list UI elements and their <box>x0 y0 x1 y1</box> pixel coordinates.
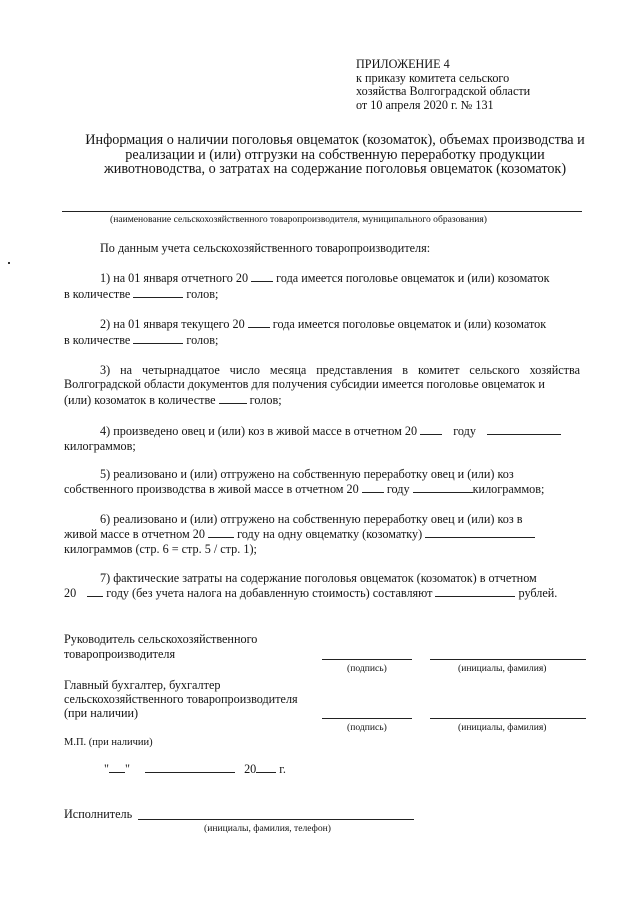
head-label: Руководитель сельскохозяйственного <box>64 632 258 646</box>
date-suffix: г. <box>279 762 286 776</box>
executor-line[interactable] <box>138 819 414 820</box>
head-label: товаропроизводителя <box>64 647 176 661</box>
item-6-text: живой массе в отчетном 20 <box>64 527 205 541</box>
intro-text: По данным учета сельскохозяйственного товаропроизводителя: <box>100 241 431 255</box>
item-5-text: 5) реализовано и (или) отгружено на собственную переработку овец и (или) коз <box>100 467 514 481</box>
head-name-line[interactable] <box>430 659 586 660</box>
item-7-cont <box>64 586 557 600</box>
year-field-1[interactable] <box>251 271 273 282</box>
item-1-text: 1) на 01 января отчетного 20 <box>100 271 249 285</box>
item-1-text: в количестве <box>64 287 131 301</box>
item-5-text: килограммов; <box>472 482 545 496</box>
executor-caption: (инициалы, фамилия, телефон) <box>204 823 332 834</box>
item-4 <box>100 424 561 438</box>
item-7-text: 7) фактические затраты на содержание поголовья овцематок (козоматок) в отчетном <box>100 571 537 585</box>
day-field[interactable] <box>109 762 125 773</box>
appendix-line: хозяйства Волгоградской области <box>356 84 531 98</box>
appendix-block <box>356 58 616 112</box>
producer-caption: (наименование сельскохозяйственного товаропроизводителя, муниципального образования) <box>110 214 487 225</box>
signature-caption: (подпись) <box>347 722 387 733</box>
accountant-label: (при наличии) <box>64 706 139 720</box>
document-title: Информация о наличии поголовья овцематок (козоматок), объемах производства и реализации и (или) отгрузки на собственную переработку продукции животноводства, о затратах на содержание поголовья овцематок (козоматок) <box>85 132 585 177</box>
item-6-cont <box>64 527 535 541</box>
item-2 <box>100 317 546 331</box>
year-field-5[interactable] <box>362 482 384 493</box>
item-1-text: голов; <box>186 287 219 301</box>
appendix-line: к приказу комитета сельского <box>356 70 510 85</box>
accountant-label: Главный бухгалтер, бухгалтер <box>64 678 221 692</box>
item-3-text: (или) козоматок в количестве <box>64 393 216 407</box>
date-quote: " <box>124 762 130 776</box>
accountant-name-line[interactable] <box>430 718 586 719</box>
item-1 <box>100 271 550 285</box>
item-6-text: году на одну овцематку (козоматку) <box>237 527 423 541</box>
name-caption: (инициалы, фамилия) <box>458 722 547 733</box>
year-field-6[interactable] <box>208 527 234 538</box>
item-3-cont <box>64 393 282 407</box>
year-field-2[interactable] <box>248 317 270 328</box>
date-quote: " <box>104 762 109 776</box>
item-6-text: 6) реализовано и (или) отгружено на собственную переработку овец и (или) коз в <box>100 512 523 526</box>
kg-field-6[interactable] <box>425 527 535 538</box>
item-7-text: 20 <box>64 586 77 600</box>
accountant-signature-line[interactable] <box>322 718 412 719</box>
year-field-4[interactable] <box>420 424 442 435</box>
item-3-text: голов; <box>249 393 282 407</box>
item-1-text: года имеется поголовье овцематок и (или) козоматок <box>276 271 550 285</box>
item-2-text: голов; <box>186 333 219 347</box>
appendix-line: от 10 апреля 2020 г. № 131 <box>356 97 494 112</box>
item-4-cont: килограммов; <box>64 439 136 453</box>
item-1-cont <box>64 287 218 301</box>
seal-label: М.П. (при наличии) <box>64 737 153 748</box>
date-year: 20 <box>244 762 257 776</box>
item-7-text: году (без учета налога на добавленную стоимость) составляют <box>106 586 433 600</box>
month-field[interactable] <box>145 762 235 773</box>
scan-speck <box>8 262 10 264</box>
item-2-text: в количестве <box>64 333 131 347</box>
kg-field-4[interactable] <box>487 424 561 435</box>
accountant-label: сельскохозяйственного товаропроизводителя <box>64 692 298 706</box>
heads-field-1[interactable] <box>133 287 183 298</box>
item-2-text: 2) на 01 января текущего 20 <box>100 317 245 331</box>
heads-field-2[interactable] <box>133 333 183 344</box>
year-field-7[interactable] <box>87 586 103 597</box>
rubles-field-7[interactable] <box>435 586 515 597</box>
year-field-date[interactable] <box>256 762 276 773</box>
item-4-text: 4) произведено овец и (или) коз в живой массе в отчетном 20 <box>100 424 418 438</box>
heads-field-3[interactable] <box>219 393 247 404</box>
item-5-cont <box>64 482 544 496</box>
signature-caption: (подпись) <box>347 663 387 674</box>
appendix-title: ПРИЛОЖЕНИЕ 4 <box>356 57 450 71</box>
producer-name-line[interactable] <box>62 211 582 212</box>
item-7-text: рублей. <box>518 586 558 600</box>
name-caption: (инициалы, фамилия) <box>458 663 547 674</box>
item-4-text: году <box>453 424 476 438</box>
item-6-formula: килограммов (стр. 6 = стр. 5 / стр. 1); <box>64 542 257 556</box>
head-signature-line[interactable] <box>322 659 412 660</box>
item-5-text: году <box>386 482 410 496</box>
kg-field-5[interactable] <box>413 482 473 493</box>
item-2-text: года имеется поголовье овцематок и (или) козоматок <box>272 317 547 331</box>
item-3-text: 3) на четырнадцатое число месяца представления в комитет сельского хозяйства Волгоградской области документов для получения субсидии имеется поголовье овцематок и <box>64 363 580 391</box>
executor-label: Исполнитель <box>64 807 133 821</box>
date-line <box>104 762 286 776</box>
item-5-text: собственного производства в живой массе в отчетном 20 <box>64 482 359 496</box>
item-2-cont <box>64 333 218 347</box>
